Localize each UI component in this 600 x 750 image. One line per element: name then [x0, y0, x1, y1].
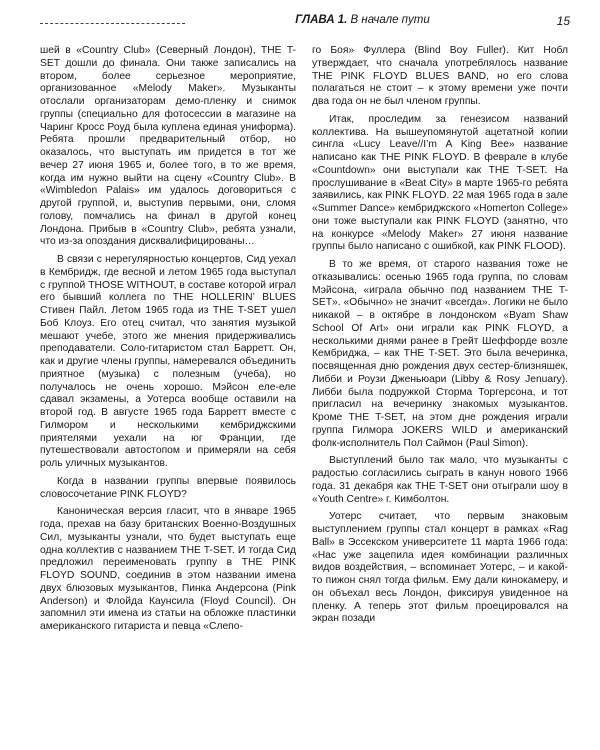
- paragraph: Выступлений было так мало, что музыканты с радостью согласились сыграть в канун нового 1966 года. 31 декабря как THE T-SET они отыграли шоу в «Youth Centre» г. Кимболтон.: [312, 455, 568, 505]
- chapter-title: [195, 14, 530, 26]
- paragraph: Когда в названии группы впервые появилось словосочетание PINK FLOYD?: [40, 475, 296, 500]
- right-column: [312, 45, 568, 626]
- page-number: 15: [556, 14, 570, 28]
- paragraph: Уотерс считает, что первым знаковым выступлением группы стал концерт в рамках «Rag Ball» в Эссекском университете 11 марта 1966 года: «Нас уже зацепила идея комбинации различных видов воздействия, – вспоминает Уотерс, – и какой-то пижон снял тогда фильм. Ему дали кинокамеру, и он объехал весь Лондон, фиксируя увиденное на пленку. А теперь этот фильм проецировался на экран позади: [312, 511, 568, 625]
- paragraph: Итак, проследим за генезисом названий коллектива. На вышеупомянутой ацетатной копии сингла «Lucy Leave//I’m A King Bee» название написано как THE PINK FLOYD. В феврале в клубе «Countdown» они выступали как THE T-SET. На прослушивание в «Beat City» в марте 1965-го ребята заявились, как PINK FLOYD. 22 мая 1965 года в зале «Summer Dance» кембриджского «Homerton College» они тоже выступали как PINK FLOYD (занятно, что на конкурсе «Melody Maker» 27 июня название группы было написано с ошибкой, как PINK FLOOD).: [312, 113, 568, 253]
- running-header: [40, 14, 570, 34]
- paragraph: го Боя» Фуллера (Blind Boy Fuller). Кит Нобл утверждает, что сначала употреблялось название THE PINK FLOYD BLUES BAND, но его слова полагаться не стоит – к этому времени уже почти два года он не был членом группы.: [312, 45, 568, 107]
- paragraph: В то же время, от старого названия тоже не отказывались: осенью 1965 года группа, по словам Мэйсона, «играла обычно под названием THE T-SET». «Обычно» не значит «всегда». Логики не было никакой – в октябре в лондонском «Byam Shaw School Of Art» они играли как PINK FLOYD, а несколькими днями ранее в Грейт Шеффорде возле Кембриджа, – как THE T-SET. Это была вечеринка, посвященная дню рождения двух сестер-близняшек, Либби и Роузи Дженьюари (Libby & Rosy Jenuary). Либби была подружкой Сторма Торгерсона, и тот пригласил на вечеринку знакомых музыкантов. Кроме THE T-SET, на этом дне рождения играли группа Гилмора JOKERS WILD и американский фолк-исполнитель Пол Саймон (Paul Simon).: [312, 259, 568, 449]
- paragraph: В связи с нерегулярностью концертов, Сид уехал в Кембридж, где весной и летом 1965 года выступал с группой THOSE WITHOUT, в составе которой играл его бывший коллега по THE HOLLERIN’ BLUES Стивен Пайл. Летом 1965 года из THE T-SET ушел Боб Клоуз. Его отец считал, что занятия музыкой мешают учебе, этого же мнения придерживались преподаватели. Соло-гитаристом стал Барретт. Он, как и другие члены группы, намеревался объединить приятное (музыка) с полезным (учеба), но получалось не очень хорошо. Мэйсон еле-еле сдавал экзамены, а Уотерса вообще оставили на второй год. В августе 1965 года Барретт вместе с Гилмором и несколькими кембриджскими приятелями уехали на юг Франции, где путешествовали автостопом и примеряли на себя роль уличных музыкантов.: [40, 254, 296, 469]
- chapter-subtitle: В начале пути: [350, 14, 430, 26]
- paragraph: шей в «Country Club» (Северный Лондон), THE T-SET дошли до финала. Они также записались на втором, более серьезное мероприятие, организованное «Melody Maker». Музыканты отослали организаторам демо-пленку и снимок группы (специально для фотосессии в магазине на Чаринг Кросс Роуд была куплена единая униформа). Ребята прошли предварительный отбор, но оказалось, что выступать им придется в тот же вечер 27 июня 1965 и, более того, в то же время, когда им нужно выйти на сцену «Country Club». В «Wimbledon Palais» им удалось договориться с другой группой, и, выступив первыми, они, сломя голову, помчались на финал в другой конец Лондона. Прибыв в «Country Club», ребята узнали, что из-за опоздания дисквалифицированы…: [40, 45, 296, 248]
- chapter-label: ГЛАВА 1.: [295, 14, 348, 26]
- left-column: [40, 45, 296, 634]
- header-dashed-rule: [40, 23, 185, 24]
- paragraph: Каноническая версия гласит, что в январе 1965 года, прехав на базу британских Военно-Воздушных Сил, музыканты узнали, что будет выступать еще одна коллектив с названием THE T-SET. И тогда Сид предложил переименовать группу в THE PINK FLOYD SOUND, соединив в этом названии имена двух блюзовых музыкантов, Пинка Андерсона (Pink Anderson) и Флойда Каунсила (Floyd Council). Он запомнил эти имена из статьи на обложке пластинки американского гитариста и певца «Слепо-: [40, 506, 296, 632]
